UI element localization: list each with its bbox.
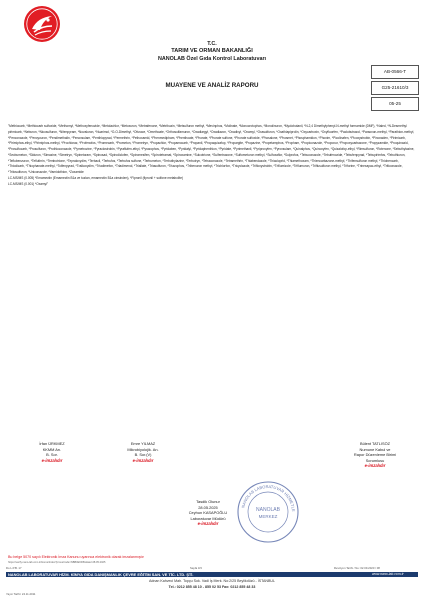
signature-block-1 [22, 441, 82, 463]
seal-center-text-2: MERKEZ [258, 514, 278, 519]
verification-link[interactable]: https://verify.nano-lab.com.tr/Home/Index?proveCode=NBB0E6D5&date=28.05.2025 [8, 561, 106, 564]
signatory-role-2: Rapor Düzenleme Birimi [353, 452, 397, 457]
header-ministry: TARIM VE ORMAN BAKANLIĞI [171, 48, 253, 54]
signature-block-3 [340, 441, 410, 469]
e-signature-notice: Bu belge 5070 sayılı Elektronik İmza Kanunu uyarınca elektronik olarak imzalanmıştır [8, 555, 144, 559]
seal-center-text: NANOLAB [256, 507, 280, 513]
approval-date: 28.05.2025 [198, 504, 218, 510]
publish-date: Yayın Tarihi: 24.11.2011 [6, 592, 36, 596]
footer-website[interactable]: www.nano-lab.com.tr [372, 572, 404, 576]
doc-code: Do L.P.B. 17 [6, 566, 22, 570]
signatory-name: Bülent TATLISÖZ [359, 441, 391, 446]
signatory-role-3: Sorumlusu [365, 457, 385, 463]
ministry-logo [22, 4, 62, 44]
footer-address: Adnan Kahveci Mah. Topçu Sok. Vadi İş Merk. No:2/25 Beylikdüzü - İSTANBUL [148, 579, 276, 583]
revision-info: Revizyon Tarihi / No: 02.09.2020 / 08 [334, 566, 380, 570]
signature-block-2 [110, 441, 176, 463]
analysis-parameter-list: "Methiocarb, *Methiocarb sulfoxide, *Methomyl, *Methoxyfenozide, *Metolachlor, *Metoxuron, *Metrafenone, *Metribuzin, *Metsulfuron methyl, *Mevinphos, *Molinate, *Monocrotophos, *Monolinuron, *Myclobutanil, *N-2,4 Dimethylphenyl-N-methyl formamide (DMF), *Naled, *N-Desmethyl pirimicarb, *Neburon, *Nicosulfuron, *Nitenpyram, *Novaluron, *Nuarimol, *O-O-Dimethyl, *Ofurace, *Omethoate, *Orthosulfamuron, *Oxadiargyl, *Oxadiazon, *Oxadixyl, *Oxamyl, *Oxasulfuron, *Oxathiapiprolin, *Oxycarboxin, *Oxyfluorfen, *Paclobutrazol, *Paraoxon-methyl, *Parathion-methyl, *Penconazole, *Pencycuron, *Pendimethalin, *Penoxsulam, *Penthiopyrad, *Permethrin, *Pethoxamid, *Phenmedipham, *Phenthoate, *Phorate, *Phorate sulfone, *Phorate sulfoxide, *Phosalone, *Phosmet, *Phosphamidon, *Phoxim, *Picolinafen, *Picoxystrobin, *Pinoxaden, *Pirimicarb, *Pirimiphos-ethyl, *Pirimiphos-methyl, *Prochloraz, *Profenofos, *Promecarb, *Prometon, *Prometryn, *Propachlor, *Propamocarb, *Propanil, *Propaquizafop, *Propargite, *Propazine, *Propetamphos, *Propham, *Propiconazole, *Propoxur, *Propoxycarbazone, *Propyzamide, *Proquinazid, *Prosulfocarb, *Prosulfuron, *Prothioconazole, *Pymetrozine, *Pyraclostrobin, *Pyraflufen-ethyl, *Pyrazophos, *Pyridaben, *Pyridalyl, *Pyridaphenthion, *Pyridate, *Pyrimethanil, *Pyriproxyfen, *Pyroxsulam, *Quinalphos, *Quinoxyfen, *Quizalofop-ethyl, *Rimsulfuron, *Rotenone, *Sebuthylazine, *Secbumeton, *Siduron, *Simazine, *Simetryn, *Spinetoram, *Spinosad, *Spirodiclofen, *Spiromesifen, *Spirotetramat, *Spiroxamine, *Sulcotrione, *Sulfentrazone, *Sulfometuron methyl, *Sulfoxaflor, *Sulprofos, *Tebuconazole, *Tebufenozide, *Tebufenpyrad, *Tebupirimfos, *Tebuthiuron, *Teflubenzuron, *Tefluthrin, *Tembotrione, *Tepraloxydim, *Terbacil, *Terbufos, *Terbufos sulfone, *Terbumeton, *Terbuthylazine, *Terbutryn, *Tetraconazole, *Tetramethrin, *Thiabendazole, *Thiacloprid, *Thiamethoxam, *Thiencarbazone-methyl, *Thifensulfuron methyl, *Thiobencarb, *Thiodicarb, *Thiophanate-methyl, *Tolfenpyrad, *Tralkoxydim, *Triadimefon, *Triadimenol, *Triallate, *Triasulfuron, *Triazophos, *Tribenuron methyl, *Trichlorfon, *Tricyclazole, *Trifloxystrobin, *Triflumizole, *Triflumuron, *Triflusulfuron methyl, *Triforine, *Trinexapac-ethyl, *Triticonazole, *Tritosulfuron, *Uniconazole, *Vamidothion, *Zoxamide LC-MS/MS (0.005) *Emamectin (Emamectin B1a ve tuzları, emamectin B1a cinsinden), *Fipronil (fipronil + sulfone metabolite) LC-MS/MS (0.001) *Oxamyl" [8, 124, 415, 186]
footer-phone: Tel.: 0212 855 48 10 - 855 02 53 Fax: 0212 855 48 33 [168, 585, 256, 589]
seal-top-text: NANOLAB LABORATUVAR HİZMETLE [240, 483, 297, 512]
report-number-box: G25-21610/3 [371, 81, 419, 95]
approval-title: Laboratuvar Müdürü [190, 515, 226, 521]
accreditation-code-box: AB-0566-T [371, 65, 419, 79]
e-signature-mark: e-imzalıdır [132, 457, 154, 463]
e-signature-mark: e-imzalıdır [41, 457, 63, 463]
header-lab-name: NANOLAB Özel Gıda Kontrol Laboratuvarı [157, 56, 267, 62]
footer-company: NANOLAB LABORATUVAR HİZM. KİMYA GIDA DANIŞMANLIK ÇEVRE EĞİTİM SAN. VE TİC. LTD. ŞTİ. [8, 572, 194, 577]
signatory-role: Numune Kabul ve [359, 446, 391, 452]
laboratory-seal [236, 480, 300, 544]
e-signature-mark: e-imzalıdır [364, 463, 386, 468]
signatory-role: Mikrobiyolojik. An. [127, 446, 159, 452]
approval-name: Ceyhun KASAPOĞLU [188, 510, 228, 515]
signatory-name: İrfan ÜRKMEZ [39, 441, 65, 446]
report-title: MUAYENE VE ANALİZ RAPORU [165, 82, 259, 89]
report-date-box: 05-25 [371, 97, 419, 111]
signatory-name: Emre YILMAZ [130, 441, 156, 446]
approval-label: Tasdik Olunur [196, 499, 220, 504]
e-signature-mark: e-imzalıdır [197, 521, 219, 526]
signatory-role: KKMM Arı. [42, 446, 62, 452]
signatory-role-2: B. Sor.(V) [134, 452, 152, 457]
page-number: Sayfa 3/3 [190, 566, 202, 570]
header-tc: T.C. [207, 41, 217, 47]
signatory-role-2: B. Sor. [46, 452, 58, 457]
